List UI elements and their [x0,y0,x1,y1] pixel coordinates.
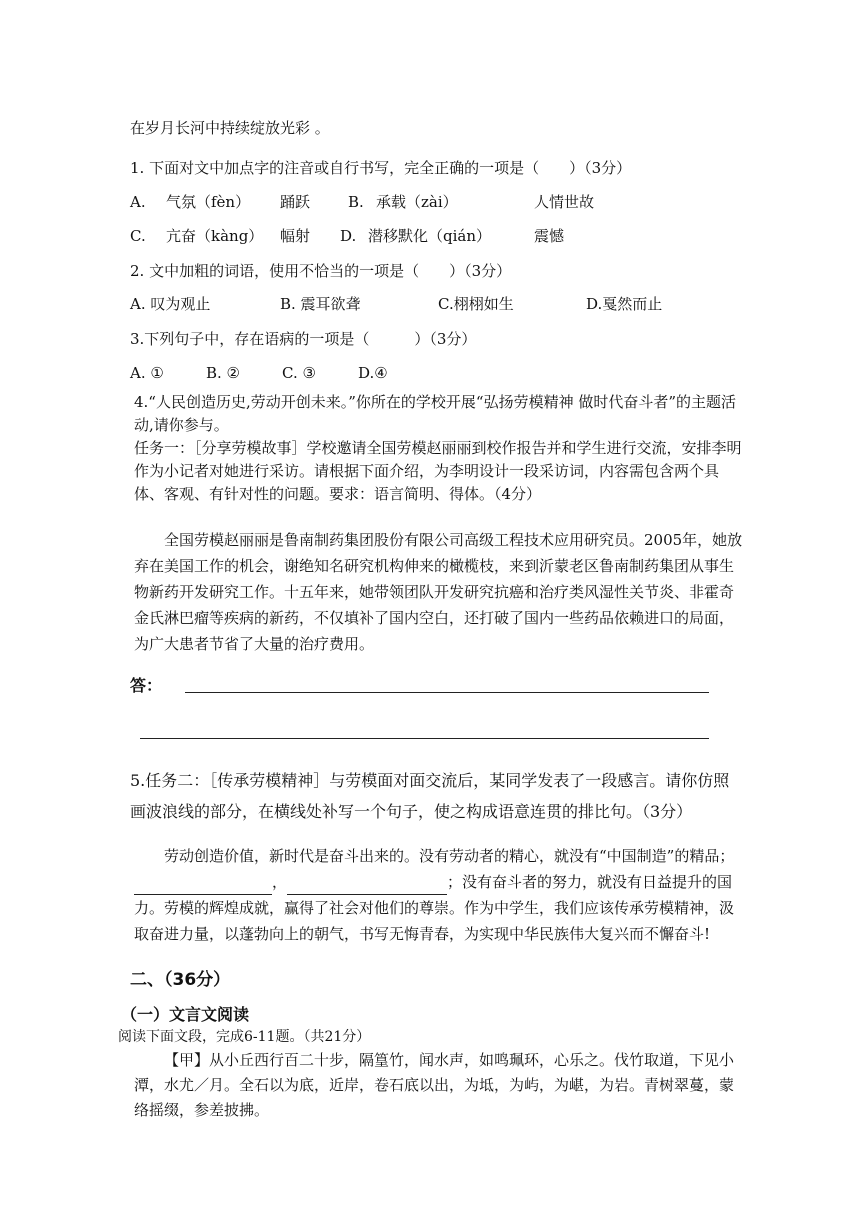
q5-passage-p1: 劳动创造价值，新时代是奋斗出来的。没有劳动者的精心，就没有“中国制造”的精品； [164,847,735,865]
q2-c: C.栩栩如生 [438,295,514,313]
q1-d1: 潜移默化（qián） [368,227,492,245]
q1-d-label: D. [340,227,357,245]
q1-c1: 亢奋（kàng） [166,227,264,245]
q3-d: D.④ [358,364,388,382]
q2-b: B. 震耳欲聋 [280,295,361,313]
intro-tail: 在岁月长河中持续绽放光彩 。 [130,119,330,137]
q2-stem: 2. 文中加粗的词语，使用不恰当的一项是（ ）（3分） [130,262,512,280]
q5-stem: 5.任务二：［传承劳模精神］与劳模面对面交流后，某同学发表了一段感言。请你仿照画波浪线的部分，在横线处补写一个句子，使之构成语意连贯的排比句。（3分） [130,771,730,821]
answer-label: 答： [130,676,163,695]
q1-stem: 1. 下面对文中加点字的注音或自行书写，完全正确的一项是（ ）（3分） [130,159,632,177]
q1-c-label: C. [130,227,146,245]
q5-passage-p2: ；没有奋斗者的努力，就没有日益提升的国力。劳模的辉煌成就，赢得了社会对他们的尊崇。作为中学生，我们应该传承劳模精神，汲取奋进力量，以蓬勃向上的朝气，书写无悔青春，为实现中华民族伟大复兴而不懈奋斗! [134,873,735,943]
q1-b1: 承载（zài） [376,193,458,211]
q1-b2: 人情世故 [534,193,595,211]
answer-line-1[interactable] [185,692,709,693]
q3-a: A. ① [130,364,164,382]
q1-b-label: B. [348,193,364,211]
q3-stem: 3.下列句子中，存在语病的一项是（ ）（3分） [130,330,477,348]
q3-b: B. ② [206,364,241,382]
q1-options-ab [130,192,730,212]
q4-stem: 4.“人民创造历史,劳动开创未来。”你所在的学校开展“弘扬劳模精神 做时代奋斗者”的主题活动,请你参与。 [134,393,737,434]
q3-options [130,363,430,383]
answer-line-2[interactable] [140,738,709,739]
section2-passage: 【甲】从小丘西行百二十步，隔篁竹，闻水声，如鸣珮环，心乐之。伐竹取道，下见小潭，水尤／月。全石以为底，近岸，卷石底以出，为坻，为屿，为嵁，为岩。青树翠蔓，蒙络摇缀，参差披拂。 [134,1051,735,1119]
q3-c: C. ③ [282,364,316,382]
q2-a: A. 叹为观止 [130,295,211,313]
q4-material: 全国劳模赵丽丽是鲁南制药集团股份有限公司高级工程技术应用研究员。2005年，她放弃在美国工作的机会，谢绝知名研究机构伸来的橄榄枝，来到沂蒙老区鲁南制药集团从事生物新药开发研究工作。十五年来，她带领团队开发研究抗癌和治疗类风湿性关节炎、非霍奇金氏淋巴瘤等疾病的新药，不仅填补了国内空白，还打破了国内一些药品依赖进口的局面，为广大患者节省了大量的治疗费用。 [134,531,743,653]
q1-c2: 幅射 [280,227,311,245]
q1-a2: 踊跃 [280,193,311,211]
q1-options-cd [130,226,730,246]
q5-comma: ， [272,873,288,891]
q1-a-label: A. [130,193,146,211]
q2-options [130,294,730,314]
section2-instruction: 阅读下面文段，完成6-11题。（共21分） [118,1029,371,1045]
section2-title: 二、（36分） [130,970,231,990]
q4-task1: 任务一：［分享劳模故事］学校邀请全国劳模赵丽丽到校作报告并和学生进行交流，安排李明作为小记者对她进行采访。请根据下面介绍，为李明设计一段采访词，内容需包含两个具体、客观、有针对性的问题。要求：语言简明、得体。（4分） [134,439,742,503]
section2-subtitle: （一）文言文阅读 [121,1005,250,1024]
q1-a1: 气氛（fèn） [166,193,251,211]
q1-d2: 震憾 [534,227,565,245]
q5-passage [134,843,740,947]
q5-blank-1[interactable] [134,894,272,895]
q5-blank-2[interactable] [287,894,447,895]
q2-d: D.戛然而止 [586,295,663,313]
